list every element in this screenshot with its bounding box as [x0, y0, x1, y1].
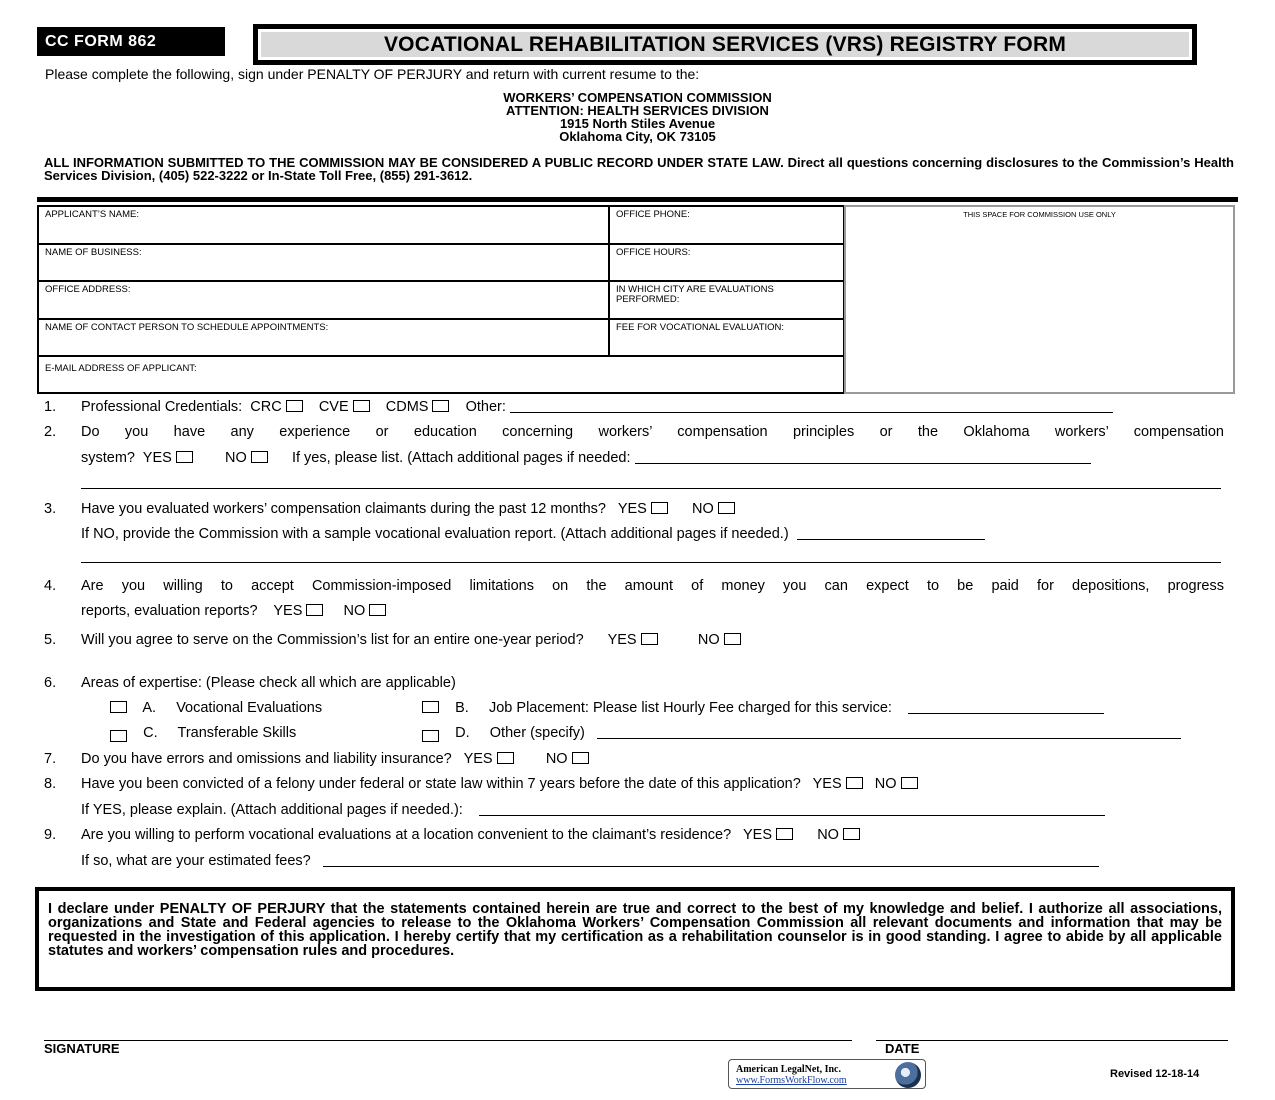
- divider: [37, 197, 1238, 202]
- q4-no-checkbox[interactable]: [369, 604, 386, 616]
- address-line: WORKERS’ COMPENSATION COMMISSION: [503, 90, 772, 105]
- q4-yes-checkbox[interactable]: [306, 604, 323, 616]
- signature-line[interactable]: [44, 1040, 852, 1041]
- question-2-line-2: [81, 450, 1091, 466]
- q9-no-checkbox[interactable]: [843, 828, 860, 840]
- q7-no-checkbox[interactable]: [572, 752, 589, 764]
- form-number: CC FORM 862: [37, 27, 225, 56]
- question-number: 5.: [44, 632, 57, 648]
- globe-icon: [895, 1062, 921, 1088]
- question-5: [81, 632, 741, 648]
- office-hours-field[interactable]: [610, 245, 843, 282]
- expertise-a-checkbox[interactable]: [110, 701, 127, 713]
- question-text: Are you willing to perform vocational evaluations at a location convenient to the claimant’s residence?: [81, 827, 732, 843]
- question-text: If YES, please explain. (Attach additional pages if needed.):: [81, 802, 463, 818]
- expertise-option-a: [110, 700, 322, 716]
- yes-label: YES: [617, 501, 647, 517]
- no-label: NO: [817, 827, 839, 843]
- publisher-logo[interactable]: [728, 1059, 926, 1089]
- logo-name: American LegalNet, Inc.: [736, 1064, 841, 1075]
- option-letter: D.: [455, 725, 470, 741]
- address-line: 1915 North Stiles Avenue: [559, 116, 716, 131]
- q5-yes-checkbox[interactable]: [641, 633, 658, 645]
- option-text: Job Placement: Please list Hourly Fee charged for this service:: [488, 700, 892, 716]
- felony-explain-input[interactable]: [479, 815, 1105, 816]
- question-7: [81, 751, 589, 767]
- question-4-line-1: Are you willing to accept Commission-imposed limitations on the amount of money you can expect to be paid for depositions, progress: [81, 578, 1224, 594]
- q5-no-checkbox[interactable]: [724, 633, 741, 645]
- question-8-line-2: [81, 802, 1105, 818]
- q2-no-checkbox[interactable]: [251, 451, 268, 463]
- question-number: 3.: [44, 501, 57, 517]
- field-label: OFFICE PHONE:: [616, 209, 690, 220]
- q3-no-checkbox[interactable]: [718, 502, 735, 514]
- no-label: NO: [545, 751, 568, 767]
- question-number: 8.: [44, 776, 57, 792]
- question-text: If so, what are your estimated fees?: [81, 853, 311, 869]
- option-letter: B.: [455, 700, 469, 716]
- field-label: NAME OF CONTACT PERSON TO SCHEDULE APPOINTMENTS:: [45, 322, 329, 333]
- question-number: 4.: [44, 578, 57, 594]
- applicant-info-grid: [37, 205, 845, 394]
- yes-label: YES: [743, 827, 773, 843]
- q8-no-checkbox[interactable]: [901, 777, 918, 789]
- question-3: [81, 501, 735, 517]
- question-text: If yes, please list. (Attach additional pages if needed:: [291, 450, 631, 466]
- other-label: Other:: [465, 399, 506, 415]
- cve-label: CVE: [318, 399, 349, 415]
- field-label: E-MAIL ADDRESS OF APPLICANT:: [45, 363, 197, 374]
- logo-url[interactable]: www.FormsWorkFlow.com: [736, 1075, 847, 1086]
- expertise-c-checkbox[interactable]: [110, 730, 127, 742]
- q2-continuation-line[interactable]: [81, 488, 1221, 489]
- question-2-line-1: Do you have any experience or education concerning workers’ compensation principles or the Oklahoma workers’ compensation: [81, 424, 1224, 440]
- address-line: Oklahoma City, OK 73105: [559, 129, 716, 144]
- question-3-line-2: [81, 526, 985, 542]
- field-label: APPLICANT’S NAME:: [45, 209, 139, 220]
- email-field[interactable]: [39, 357, 843, 392]
- no-label: NO: [697, 632, 720, 648]
- question-text: system?: [81, 450, 135, 466]
- mailing-address: [0, 91, 1275, 143]
- yes-label: YES: [142, 450, 172, 466]
- option-text: Transferable Skills: [177, 725, 297, 741]
- date-line[interactable]: [876, 1040, 1228, 1041]
- no-label: NO: [343, 603, 366, 619]
- expertise-option-b: [422, 700, 1104, 716]
- question-text: reports, evaluation reports?: [81, 603, 258, 619]
- field-label: NAME OF BUSINESS:: [45, 247, 142, 258]
- field-label: OFFICE HOURS:: [616, 247, 691, 258]
- cve-checkbox[interactable]: [353, 400, 370, 412]
- question-number: 7.: [44, 751, 57, 767]
- estimated-fees-input[interactable]: [323, 866, 1099, 867]
- expertise-option-d: [422, 725, 1181, 742]
- expertise-d-checkbox[interactable]: [422, 730, 439, 742]
- intro-text: Please complete the following, sign under PENALTY OF PERJURY and return with current resume to the:: [45, 66, 700, 82]
- q7-yes-checkbox[interactable]: [497, 752, 514, 764]
- q8-yes-checkbox[interactable]: [846, 777, 863, 789]
- date-label: DATE: [885, 1041, 920, 1056]
- question-8: [81, 776, 918, 792]
- q2-yes-checkbox[interactable]: [176, 451, 193, 463]
- signature-label: SIGNATURE: [44, 1041, 120, 1056]
- yes-label: YES: [812, 776, 842, 792]
- question-9-line-2: [81, 853, 1099, 869]
- crc-label: CRC: [250, 399, 282, 415]
- no-label: NO: [692, 501, 714, 517]
- evaluation-city-field[interactable]: [610, 282, 843, 320]
- yes-label: YES: [273, 603, 303, 619]
- address-line: ATTENTION: HEALTH SERVICES DIVISION: [506, 103, 769, 118]
- field-label: IN WHICH CITY ARE EVALUATIONS PERFORMED:: [616, 284, 774, 305]
- question-text: Do you have errors and omissions and liability insurance?: [81, 751, 452, 767]
- form-title-box: [253, 24, 1197, 65]
- question-number: 2.: [44, 424, 57, 440]
- perjury-declaration: I declare under PENALTY OF PERJURY that the statements contained herein are true and correct to the best of my knowledge and belief. I authorize all associations, organizations and State and Federal agencies to release to the Oklahoma Workers’ Compensation Commission all relevant documents and information that may be requested in the investigation of this application. I hereby certify that my certification as a rehabilitation counselor is in good standing. I agree to abide by all applicable statutes and workers’ compensation rules and procedures.: [35, 887, 1235, 991]
- q9-yes-checkbox[interactable]: [776, 828, 793, 840]
- question-number: 6.: [44, 675, 57, 691]
- question-text: Professional Credentials:: [81, 399, 243, 415]
- question-9: [81, 827, 860, 843]
- option-letter: C.: [143, 725, 158, 741]
- yes-label: YES: [607, 632, 637, 648]
- field-label: FEE FOR VOCATIONAL EVALUATION:: [616, 322, 785, 333]
- office-address-field[interactable]: [39, 282, 610, 320]
- option-letter: A.: [142, 700, 157, 716]
- question-text: If NO, provide the Commission with a sample vocational evaluation report. (Attach additional pages if needed.): [81, 526, 789, 542]
- public-record-notice: ALL INFORMATION SUBMITTED TO THE COMMISSION MAY BE CONSIDERED A PUBLIC RECORD UNDER STATE LAW. Direct all questions concerning disclosures to the Commission’s Health Services Division, (405) 522-3222 or In-State Toll Free, (855) 291-3612.: [44, 155, 1234, 183]
- q3-report-input[interactable]: [797, 539, 985, 540]
- field-label: OFFICE ADDRESS:: [45, 284, 131, 295]
- option-text: Other (specify): [489, 725, 585, 741]
- question-text: Will you agree to serve on the Commission’s list for an entire one-year period?: [81, 632, 584, 648]
- question-number: 1.: [44, 399, 57, 415]
- option-text: Vocational Evaluations: [176, 700, 323, 716]
- other-credentials-input[interactable]: [510, 412, 1113, 413]
- no-label: NO: [225, 450, 247, 466]
- q2-list-input[interactable]: [635, 463, 1091, 464]
- hourly-fee-input[interactable]: [908, 713, 1104, 714]
- question-1: [81, 399, 1113, 415]
- question-text: Have you been convicted of a felony under federal or state law within 7 years before the date of this application?: [81, 776, 801, 792]
- business-name-field[interactable]: [39, 245, 610, 282]
- other-expertise-input[interactable]: [597, 738, 1181, 739]
- q3-continuation-line[interactable]: [81, 562, 1221, 563]
- no-label: NO: [874, 776, 897, 792]
- question-6: Areas of expertise: (Please check all which are applicable): [81, 675, 456, 691]
- commission-use-area: [844, 205, 1235, 394]
- yes-label: YES: [463, 751, 493, 767]
- expertise-option-c: [110, 725, 296, 742]
- office-phone-field[interactable]: [610, 207, 843, 245]
- question-text: Have you evaluated workers’ compensation claimants during the past 12 months?: [81, 501, 606, 517]
- evaluation-fee-field[interactable]: [610, 320, 843, 357]
- cdms-checkbox[interactable]: [432, 400, 449, 412]
- q3-yes-checkbox[interactable]: [651, 502, 668, 514]
- form-title: VOCATIONAL REHABILITATION SERVICES (VRS) REGISTRY FORM: [261, 32, 1189, 57]
- applicant-name-field[interactable]: [39, 207, 610, 245]
- question-number: 9.: [44, 827, 57, 843]
- contact-person-field[interactable]: [39, 320, 610, 357]
- expertise-b-checkbox[interactable]: [422, 701, 439, 713]
- cdms-label: CDMS: [385, 399, 429, 415]
- question-4-line-2: [81, 603, 386, 619]
- crc-checkbox[interactable]: [286, 400, 303, 412]
- revision-date: Revised 12-18-14: [1110, 1068, 1200, 1080]
- commission-use-label: THIS SPACE FOR COMMISSION USE ONLY: [963, 210, 1116, 219]
